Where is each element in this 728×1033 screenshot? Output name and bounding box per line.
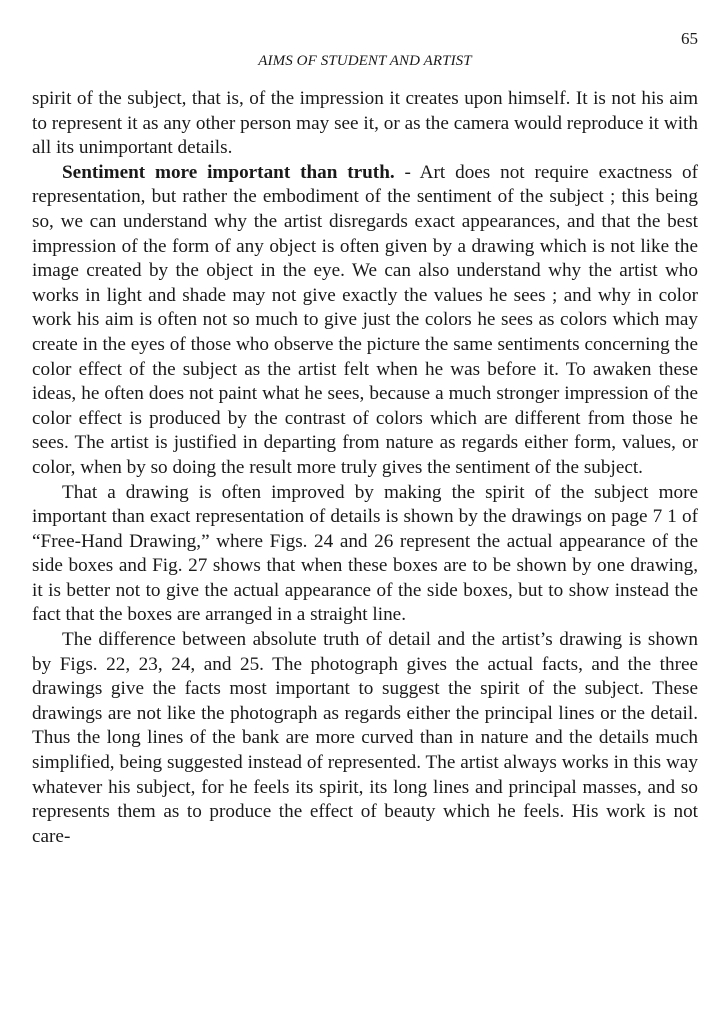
running-head: AIMS OF STUDENT AND ARTIST	[258, 53, 472, 69]
page-number: 65	[681, 29, 698, 48]
paragraph-1: spirit of the subject, that is, of the impression it creates upon himself. It is not his aim to represent it as any other person may see it, or as the camera would reproduce it with all its unimportant details.	[32, 88, 698, 159]
body-text	[32, 87, 698, 849]
paragraph-2-text: - Art does not require exactness of representation, but rather the embodiment of the sentiment of the subject ; this being so, we can understand why the artist disregards exact appearances, and that the best impression of the form of any object is often given by a drawing which is not like the image created by the object in the eye. We can also understand why the artist who works in light and shade may not give exactly the values he sees ; and why in color work his aim is often not so much to give just the colors he sees as colors which may create in the eyes of those who observe the picture the same sentiments concerning the color effect of the subject as the artist felt when he was before it. To awaken these ideas, he often does not paint what he sees, because a much stronger impression of the color effect is produced by the contrast of colors which are different from those he sees. The artist is justified in departing from nature as regards either form, values, or color, when by so doing the result more truly gives the sentiment of the subject.	[32, 161, 698, 478]
paragraph-4: The difference between absolute truth of detail and the artist’s drawing is shown by Figs. 22, 23, 24, and 25. The photograph gives the actual facts, and the three drawings give the facts most important to suggest the spirit of the subject. These drawings are not like the photograph as regards either the principal lines or the detail. Thus the long lines of the bank are more curved than in nature and the details much simplified, being suggested instead of represented. The artist always works in this way whatever his subject, for he feels its spirit, its long lines and principal masses, and so represents them as to produce the effect of beauty which he feels. His work is not care-	[32, 629, 698, 847]
paragraph-2	[32, 161, 698, 481]
paragraph-3: That a drawing is often improved by making the spirit of the subject more important than exact representation of details is shown by the drawings on page 7 1 of “Free-Hand Drawing,” where Figs. 24 and 26 represent the actual appearance of the side boxes and Fig. 27 shows that when these boxes are to be shown by one drawing, it is better not to give the actual appearance of the side boxes, but to show instead the fact that the boxes are arranged in a straight line.	[32, 481, 698, 626]
side-heading: Sentiment more important than truth.	[62, 161, 395, 183]
book-page	[32, 0, 698, 1033]
